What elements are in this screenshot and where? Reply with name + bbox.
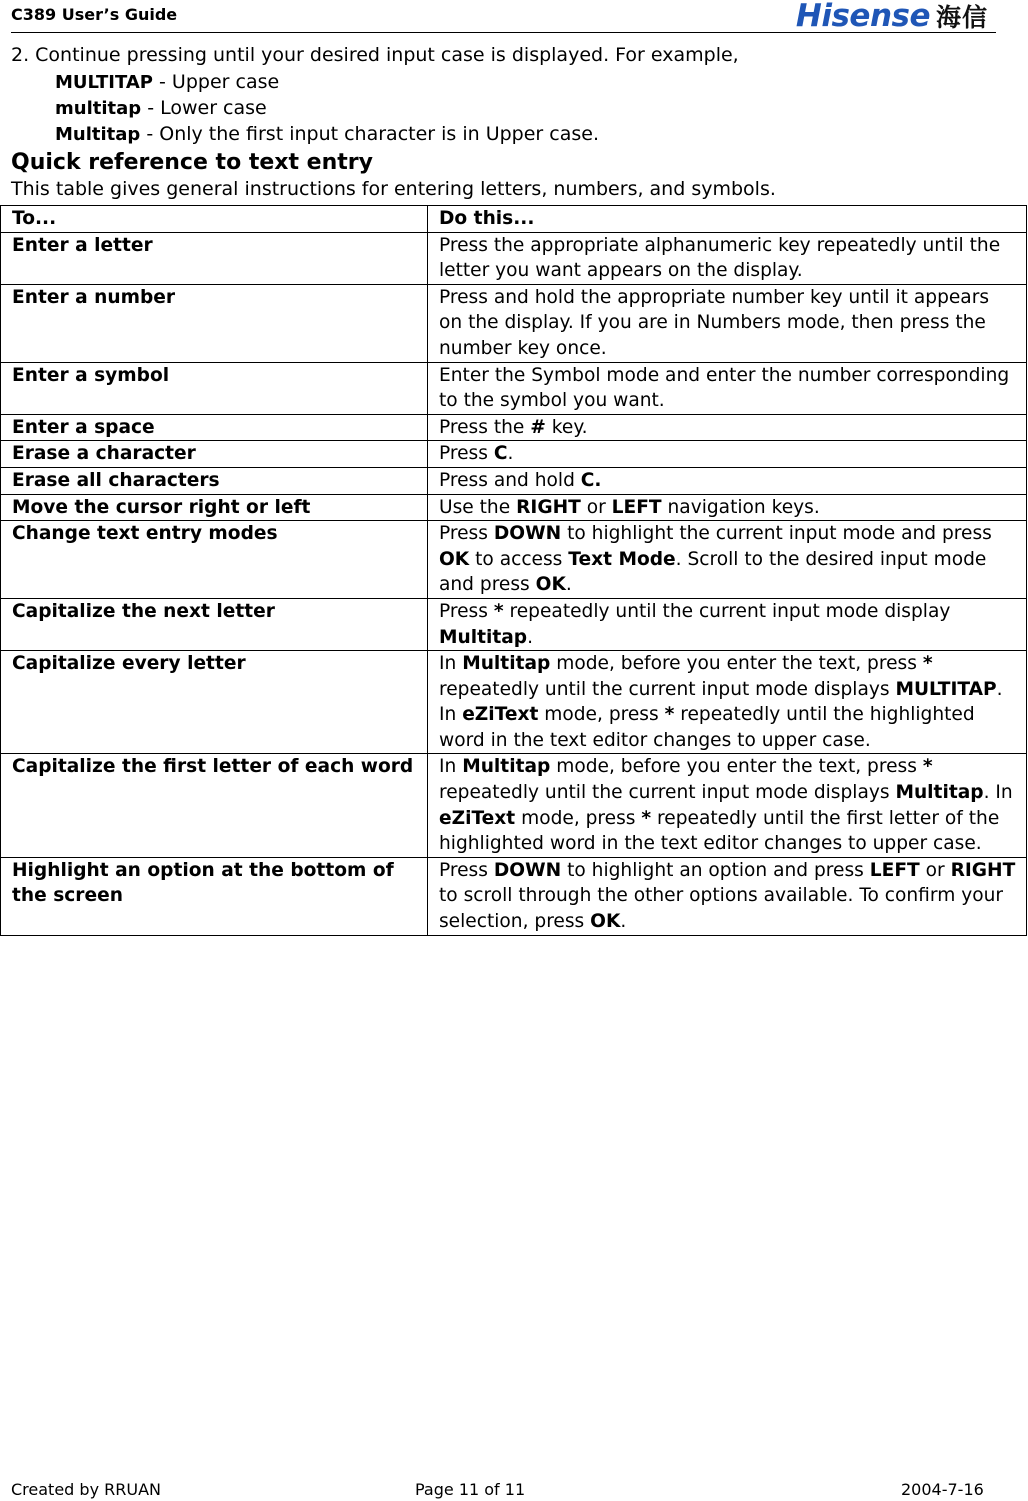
case-example-lower: [55, 97, 267, 119]
action-text: repeatedly until the current input mode displays: [439, 782, 896, 804]
action-text: or: [580, 496, 612, 518]
task-cell: Highlight an option at the bottom of the screen: [1, 857, 428, 935]
action-cell: [428, 362, 1027, 414]
action-cell: [428, 467, 1027, 494]
action-key-term: C: [493, 443, 508, 465]
table-row: [1, 857, 1027, 935]
action-key-term: LEFT: [611, 496, 662, 518]
action-key-term: RIGHT: [516, 496, 581, 518]
case-description: - Only the first input character is in Upper case.: [140, 123, 599, 145]
action-cell: [428, 598, 1027, 650]
action-key-term: *: [922, 756, 933, 778]
task-cell: Move the cursor right or left: [1, 494, 428, 521]
action-text: to scroll through the other options available. To confirm your selection, press: [439, 885, 1004, 933]
task-cell: Erase all characters: [1, 467, 428, 494]
action-key-term: Text Mode: [568, 548, 676, 570]
action-text: Press: [439, 600, 494, 622]
section-heading: Quick reference to text entry: [11, 150, 373, 175]
action-key-term: Multitap: [439, 626, 528, 648]
action-text: or: [919, 859, 951, 881]
text-entry-reference-table: [0, 205, 1027, 936]
logo-chinese: 海信: [935, 3, 988, 32]
logo-wordmark: Hisense: [795, 0, 930, 34]
action-text: . Scroll to the desired input mode and press: [439, 548, 987, 596]
action-text: repeatedly until the highlighted word in the text editor changes to upper case.: [439, 704, 975, 751]
action-key-term: *: [641, 807, 652, 829]
table-row: [1, 414, 1027, 441]
action-cell: [428, 232, 1027, 284]
task-cell: Capitalize the next letter: [1, 598, 428, 650]
case-description: - Lower case: [141, 97, 267, 119]
action-cell: [428, 651, 1027, 754]
action-key-term: *: [664, 704, 675, 726]
table-row: [1, 651, 1027, 754]
case-word: MULTITAP: [55, 72, 153, 93]
action-key-term: OK: [535, 574, 566, 596]
action-key-term: LEFT: [869, 859, 920, 881]
table-row: [1, 362, 1027, 414]
table-header-row: [1, 206, 1027, 233]
action-text: to access: [469, 548, 569, 570]
action-text: Press the appropriate alphanumeric key repeatedly until the letter you want appears on the display.: [439, 234, 1001, 282]
action-text: Press and hold the appropriate number key until it appears on the display. If you are in Numbers mode, then press the number key once.: [439, 286, 990, 359]
task-cell: Erase a character: [1, 441, 428, 468]
action-text: Enter the Symbol mode and enter the number corresponding to the symbol you want.: [439, 364, 1010, 412]
task-cell: Capitalize every letter: [1, 651, 428, 754]
action-key-term: OK: [439, 548, 470, 570]
action-text: .: [565, 574, 572, 596]
action-text: mode, press: [538, 704, 665, 726]
action-key-term: OK: [590, 911, 621, 933]
action-text: to highlight the current input mode and press: [561, 523, 992, 545]
action-key-term: DOWN: [493, 523, 562, 545]
action-text: . In: [439, 678, 1003, 726]
action-text: mode, before you enter the text, press: [550, 653, 923, 675]
action-text: Press: [439, 859, 494, 881]
action-key-term: eZiText: [439, 807, 516, 829]
action-key-term: eZiText: [462, 704, 539, 726]
action-text: Press: [439, 443, 494, 465]
document-title: C389 User’s Guide: [11, 5, 178, 24]
task-cell: Capitalize the first letter of each word: [1, 754, 428, 857]
action-text: .: [507, 443, 514, 465]
case-example-upper: [55, 71, 279, 93]
table-row: [1, 494, 1027, 521]
action-text: . In: [983, 782, 1013, 804]
brand-logo: [792, 0, 988, 32]
task-cell: Enter a space: [1, 414, 428, 441]
action-text: In: [439, 653, 463, 675]
action-cell: [428, 754, 1027, 857]
action-text: .: [527, 626, 534, 648]
task-cell: Enter a letter: [1, 232, 428, 284]
action-text: Press: [439, 523, 494, 545]
footer-author: Created by RRUAN: [11, 1480, 161, 1499]
table-row: [1, 232, 1027, 284]
action-text: mode, press: [515, 807, 642, 829]
action-key-term: *: [922, 653, 933, 675]
footer-page-number: Page 11 of 11: [415, 1480, 526, 1499]
action-key-term: C.: [580, 469, 602, 491]
action-key-term: #: [530, 416, 546, 438]
case-word: Multitap: [55, 124, 141, 145]
action-text: .: [620, 911, 627, 933]
action-key-term: Multitap: [895, 782, 984, 804]
action-text: Use the: [439, 496, 517, 518]
table-row: [1, 598, 1027, 650]
column-header-to: To...: [1, 206, 428, 233]
action-text: to highlight an option and press: [561, 859, 870, 881]
column-header-do-this: Do this...: [428, 206, 1027, 233]
intro-step: 2. Continue pressing until your desired input case is displayed. For example,: [11, 44, 739, 66]
action-cell: [428, 857, 1027, 935]
action-text: repeatedly until the first letter of the highlighted word in the text editor changes to upper case.: [439, 807, 1000, 855]
action-cell: [428, 494, 1027, 521]
action-text: repeatedly until the current input mode displays: [439, 678, 896, 700]
action-cell: [428, 414, 1027, 441]
action-cell: [428, 284, 1027, 362]
action-key-term: RIGHT: [950, 859, 1016, 881]
table-row: [1, 521, 1027, 599]
table-row: [1, 441, 1027, 468]
action-text: Press the: [439, 416, 531, 438]
footer-date: 2004-7-16: [901, 1480, 984, 1499]
task-cell: Change text entry modes: [1, 521, 428, 599]
action-text: key.: [545, 416, 588, 438]
action-text: navigation keys.: [661, 496, 820, 518]
task-cell: Enter a number: [1, 284, 428, 362]
action-key-term: *: [493, 600, 504, 622]
case-description: - Upper case: [153, 71, 280, 93]
action-key-term: Multitap: [462, 756, 551, 778]
action-key-term: MULTITAP: [895, 678, 997, 700]
action-text: mode, before you enter the text, press: [550, 756, 923, 778]
task-cell: Enter a symbol: [1, 362, 428, 414]
table-row: [1, 754, 1027, 857]
action-key-term: DOWN: [493, 859, 562, 881]
action-cell: [428, 441, 1027, 468]
action-cell: [428, 521, 1027, 599]
case-word: multitap: [55, 98, 142, 119]
action-text: In: [439, 756, 463, 778]
action-key-term: Multitap: [462, 653, 551, 675]
action-text: repeatedly until the current input mode display: [503, 600, 951, 622]
action-text: Press and hold: [439, 469, 581, 491]
table-row: [1, 467, 1027, 494]
table-row: [1, 284, 1027, 362]
page-header: [11, 2, 996, 33]
section-description: This table gives general instructions for entering letters, numbers, and symbols.: [11, 178, 776, 200]
case-example-first: [55, 123, 599, 145]
